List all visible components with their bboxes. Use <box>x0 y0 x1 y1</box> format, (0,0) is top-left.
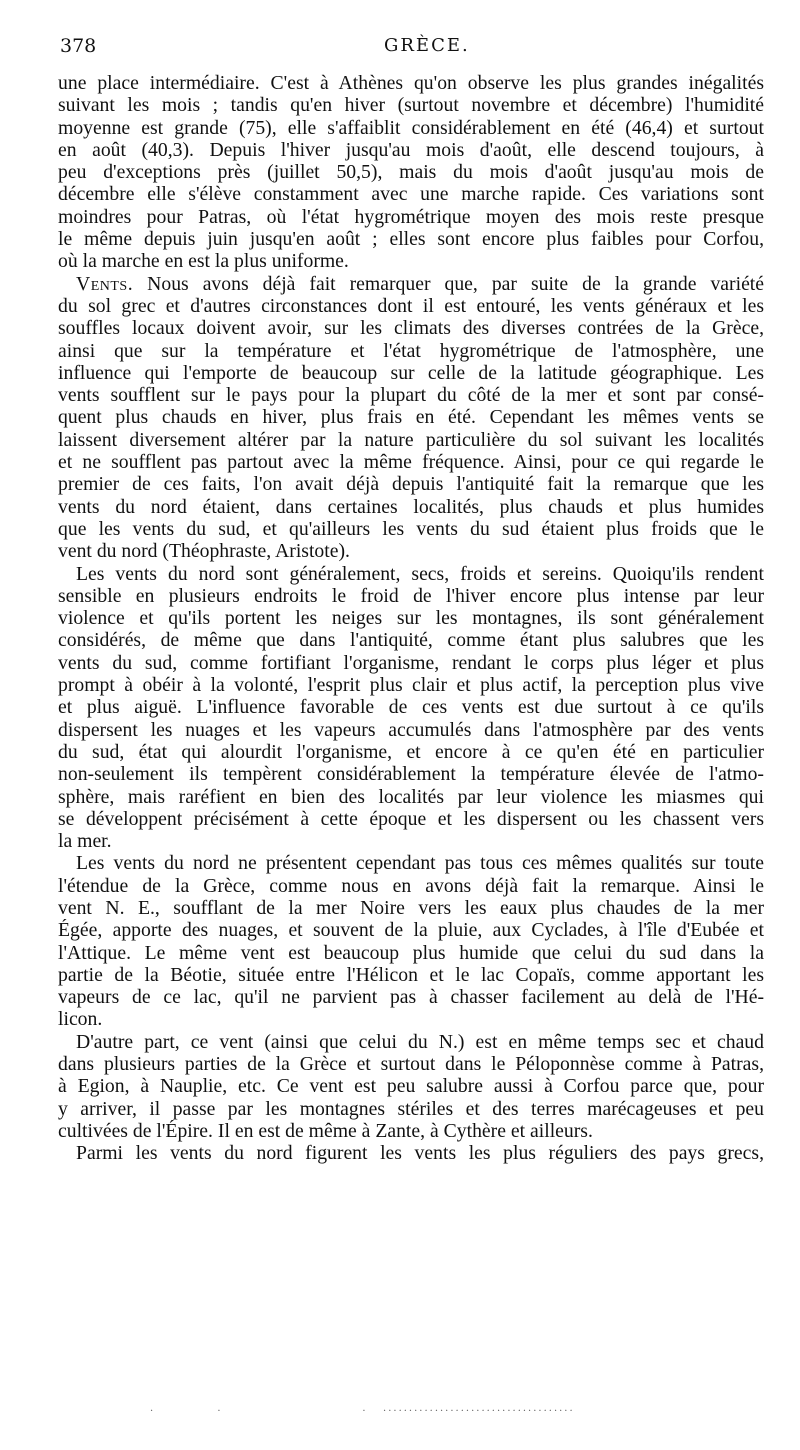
text-line: suivant les mois ; tandis qu'en hiver (surtout novembre et décembre) l'humidité <box>58 94 764 117</box>
text-line: sphère, mais raréfient en bien des localités par leur violence les miasmes qui <box>58 785 764 808</box>
section-heading: Vents. <box>76 272 134 295</box>
text-line: vents soufflent sur le pays pour la plupart du côté de la mer et sont par consé- <box>58 384 764 407</box>
text-line: peu d'exceptions près (juillet 50,5), mais du mois d'août jusqu'au mois de <box>58 161 764 184</box>
text-line: vents du sud, comme fortifiant l'organisme, rendant le corps plus léger et plus <box>58 651 764 674</box>
text-line: que les vents du sud, et qu'ailleurs les vents du sud étaient plus froids que le <box>58 517 764 540</box>
scan-artifact-marks: · · · ····································· <box>150 1406 575 1417</box>
text-line: à Egion, à Nauplie, etc. Ce vent est peu salubre aussi à Corfou parce que, pour <box>58 1075 764 1098</box>
body-text <box>58 72 764 1165</box>
text-line: non-seulement ils tempèrent considérablement la température élevée de l'atmo- <box>58 763 764 786</box>
text-line: dispersent les nuages et les vapeurs accumulés dans l'atmosphère par des vents <box>58 718 764 741</box>
text-line: du sol grec et d'autres circonstances dont il est entouré, les vents généraux et les <box>58 294 764 317</box>
text-line: considérés, de même que dans l'antiquité, comme étant plus salubres que les <box>58 629 764 652</box>
text-line: laissent diversement altérer par la nature particulière du sol suivant les localités <box>58 428 764 451</box>
text-line: cultivées de l'Épire. Il en est de même à Zante, à Cythère et ailleurs. <box>58 1119 593 1142</box>
text-line: le même depuis juin jusqu'en août ; elles sont encore plus faibles pour Corfou, <box>58 228 764 251</box>
running-title: GRÈCE. <box>384 35 470 56</box>
section-first-line <box>58 273 764 295</box>
text-line: et ne soufflent pas partout avec la même fréquence. Ainsi, pour ce qui regarde le <box>58 451 764 474</box>
page-header <box>60 34 760 58</box>
text-line: la mer. <box>58 830 112 853</box>
text-line: l'étendue de la Grèce, comme nous en avons déjà fait la remarque. Ainsi le <box>58 874 764 897</box>
text-line: sensible en plusieurs endroits le froid de l'hiver encore plus intense par leur <box>58 584 764 607</box>
text-line: Les vents du nord sont généralement, secs, froids et sereins. Quoiqu'ils rendent <box>76 562 764 585</box>
text-line: vapeurs de ce lac, qu'il ne parvient pas à chasser facilement au delà de l'Hé- <box>58 986 764 1009</box>
text-line: Les vents du nord ne présentent cependant pas tous ces mêmes qualités sur toute <box>76 852 764 875</box>
text-line: y arriver, il passe par les montagnes stériles et des terres marécageuses et peu <box>58 1097 764 1120</box>
page-number: 378 <box>60 35 97 57</box>
text-line: dans plusieurs parties de la Grèce et surtout dans le Péloponnèse comme à Patras, <box>58 1053 764 1076</box>
text-line: et plus aiguë. L'influence favorable de ces vents est due surtout à ce qu'ils <box>58 696 764 719</box>
text-line: D'autre part, ce vent (ainsi que celui du N.) est en même temps sec et chaud <box>76 1030 764 1053</box>
text-line: souffles locaux doivent avoir, sur les climats des diverses contrées de la Grèce, <box>58 317 764 340</box>
text-line: en août (40,3). Depuis l'hiver jusqu'au mois d'août, elle descend toujours, à <box>58 138 764 161</box>
text-line: moyenne est grande (75), elle s'affaiblit considérablement en été (46,4) et surtout <box>58 116 764 139</box>
text-line: violence et qu'ils portent les neiges sur les montagnes, ils sont généralement <box>58 607 764 630</box>
text-line: partie de la Béotie, située entre l'Hélicon et le lac Copaïs, comme apportant les <box>58 963 764 986</box>
text-line: Nous avons déjà fait remarquer que, par suite de la grande variété <box>147 272 764 295</box>
text-line: Égée, apporte des nuages, et souvent de la pluie, aux Cyclades, à l'île d'Eubée et <box>58 919 764 942</box>
text-line: quent plus chauds en hiver, plus frais en été. Cependant les mêmes vents se <box>58 406 764 429</box>
text-line: une place intermédiaire. C'est à Athènes qu'on observe les plus grandes inégalités <box>58 72 764 94</box>
text-line: vents du nord étaient, dans certaines localités, plus chauds et plus humides <box>58 495 764 518</box>
text-line: vent du nord (Théophraste, Aristote). <box>58 540 350 563</box>
text-line: se développent précisément à cette époque et les dispersent ou les chassent vers <box>58 807 764 830</box>
text-line: ainsi que sur la température et l'état hygrométrique de l'atmosphère, une <box>58 339 764 362</box>
text-line: licon. <box>58 1008 103 1031</box>
text-line: Parmi les vents du nord figurent les vents les plus réguliers des pays grecs, <box>76 1142 764 1165</box>
text-line: décembre elle s'élève constamment avec une marche rapide. Ces variations sont <box>58 183 764 206</box>
text-line: l'Attique. Le même vent est beaucoup plus humide que celui du sud dans la <box>58 941 764 964</box>
text-line: prompt à obéir à la volonté, l'esprit plus clair et plus actif, la perception plus vive <box>58 674 764 697</box>
text-line: moindres pour Patras, où l'état hygrométrique moyen des mois reste presque <box>58 205 764 228</box>
text-line: où la marche en est la plus uniforme. <box>58 250 349 273</box>
text-line: vent N. E., soufflant de la mer Noire vers les eaux plus chaudes de la mer <box>58 896 764 919</box>
text-line: influence qui l'emporte de beaucoup sur celle de la latitude géographique. Les <box>58 361 764 384</box>
text-line: du sud, état qui alourdit l'organisme, et encore à ce qu'en été en particulier <box>58 740 764 763</box>
text-line: premier de ces faits, l'on avait déjà depuis l'antiquité fait la remarque que les <box>58 473 764 496</box>
